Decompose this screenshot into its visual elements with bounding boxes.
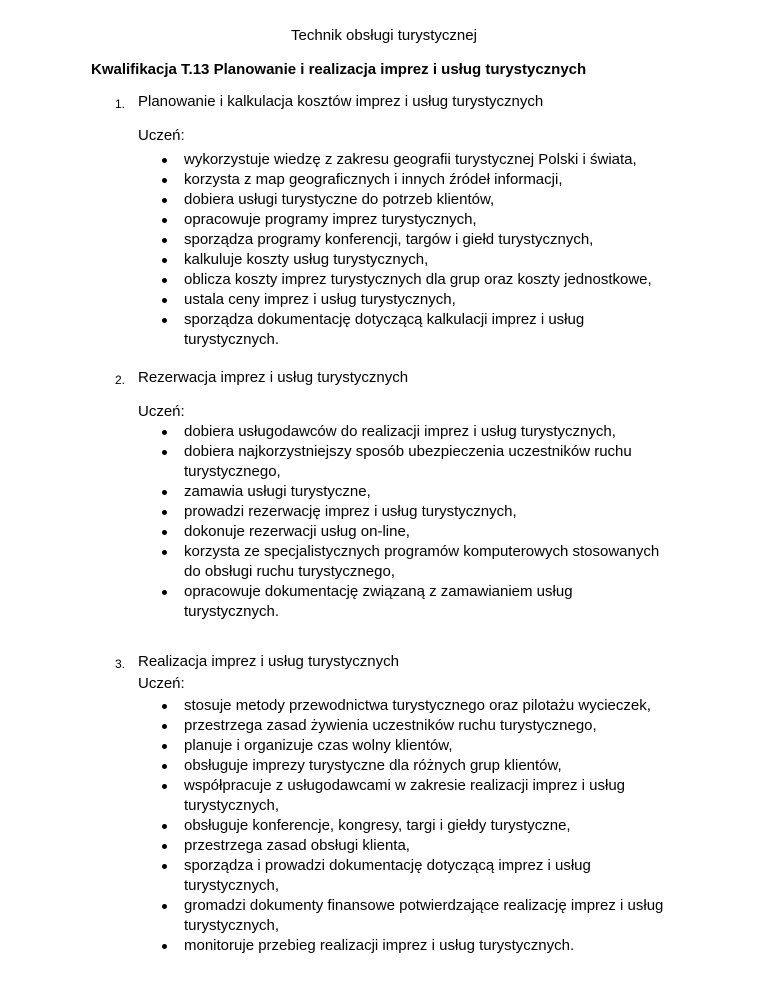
student-label: Uczeń: (138, 403, 185, 420)
list-item-text: oblicza koszty imprez turystycznych dla grup oraz koszty jednostkowe, (184, 271, 652, 288)
qualification-heading: Kwalifikacja T.13 Planowanie i realizacja imprez i usług turystycznych (91, 61, 587, 78)
list-item (0, 502, 664, 522)
competency-list (0, 422, 664, 622)
bullet-icon (162, 450, 167, 455)
bullet-icon (162, 724, 167, 729)
list-item (0, 936, 664, 956)
list-item-text: dokonuje rezerwacji usług on-line, (184, 523, 410, 540)
bullet-icon (162, 198, 167, 203)
competency-list (0, 150, 664, 350)
section-title: Rezerwacja imprez i usług turystycznych (138, 369, 409, 386)
list-item-text: ustala ceny imprez i usług turystycznych, (184, 291, 456, 308)
list-item (0, 190, 664, 210)
list-item (0, 776, 664, 816)
list-item-text: sporządza dokumentację dotyczącą kalkulacji imprez i usług turystycznych. (184, 311, 585, 348)
bullet-icon (162, 744, 167, 749)
student-label: Uczeń: (138, 675, 185, 692)
list-item-text: stosuje metody przewodnictwa turystycznego oraz pilotażu wycieczek, (184, 697, 651, 714)
list-item (0, 696, 664, 716)
list-item (0, 250, 664, 270)
list-item-text: przestrzega zasad obsługi klienta, (184, 837, 410, 854)
bullet-icon (162, 784, 167, 789)
list-item-text: sporządza programy konferencji, targów i giełd turystycznych, (184, 231, 594, 248)
list-item (0, 856, 664, 896)
list-item-text: opracowuje dokumentację związaną z zamawianiem usług turystycznych. (184, 583, 573, 620)
bullet-icon (162, 298, 167, 303)
list-item-text: korzysta z map geograficznych i innych źródeł informacji, (184, 171, 563, 188)
list-item (0, 290, 664, 310)
bullet-icon (162, 530, 167, 535)
competency-list (0, 696, 664, 956)
list-item-text: monitoruje przebieg realizacji imprez i usług turystycznych. (184, 937, 575, 954)
section-title: Planowanie i kalkulacja kosztów imprez i usług turystycznych (138, 93, 544, 110)
list-item (0, 716, 664, 736)
list-item-text: współpracuje z usługodawcami w zakresie realizacji imprez i usług turystycznych, (184, 777, 626, 814)
bullet-icon (162, 178, 167, 183)
list-item-text: wykorzystuje wiedzę z zakresu geografii turystycznej Polski i świata, (184, 151, 637, 168)
list-item-text: sporządza i prowadzi dokumentację dotyczącą imprez i usług turystycznych, (184, 857, 591, 894)
bullet-icon (162, 158, 167, 163)
bullet-icon (162, 590, 167, 595)
bullet-icon (162, 430, 167, 435)
list-item (0, 270, 664, 290)
list-item-text: kalkuluje koszty usług turystycznych, (184, 251, 429, 268)
bullet-icon (162, 704, 167, 709)
bullet-icon (162, 238, 167, 243)
document-title: Technik obsługi turystycznej (291, 27, 477, 44)
bullet-icon (162, 904, 167, 909)
bullet-icon (162, 218, 167, 223)
bullet-icon (162, 824, 167, 829)
bullet-icon (162, 944, 167, 949)
list-item-text: obsługuje imprezy turystyczne dla różnych grup klientów, (184, 757, 562, 774)
list-item-text: opracowuje programy imprez turystycznych, (184, 211, 477, 228)
list-item-text: dobiera usługi turystyczne do potrzeb klientów, (184, 191, 495, 208)
list-item-text: prowadzi rezerwację imprez i usług turystycznych, (184, 503, 517, 520)
bullet-icon (162, 844, 167, 849)
bullet-icon (162, 318, 167, 323)
list-item (0, 230, 664, 250)
bullet-icon (162, 550, 167, 555)
list-item-text: dobiera najkorzystniejszy sposób ubezpieczenia uczestników ruchu turystycznego, (184, 443, 632, 480)
section-number: 2. (115, 373, 126, 387)
list-item-text: zamawia usługi turystyczne, (184, 483, 371, 500)
list-item-text: przestrzega zasad żywienia uczestników ruchu turystycznego, (184, 717, 597, 734)
section-number: 1. (115, 97, 126, 111)
list-item-text: gromadzi dokumenty finansowe potwierdzające realizację imprez i usług turystycznych, (184, 897, 664, 934)
list-item (0, 170, 664, 190)
list-item (0, 442, 664, 482)
list-item-text: planuje i organizuje czas wolny klientów, (184, 737, 453, 754)
list-item (0, 582, 664, 622)
list-item (0, 816, 664, 836)
section-number: 3. (115, 657, 126, 671)
student-label: Uczeń: (138, 127, 185, 144)
list-item (0, 736, 664, 756)
list-item (0, 522, 664, 542)
bullet-icon (162, 258, 167, 263)
bullet-icon (162, 764, 167, 769)
section-title: Realizacja imprez i usług turystycznych (138, 653, 399, 670)
bullet-icon (162, 278, 167, 283)
list-item (0, 896, 664, 936)
list-item (0, 150, 664, 170)
list-item (0, 756, 664, 776)
list-item (0, 836, 664, 856)
list-item (0, 422, 664, 442)
bullet-icon (162, 510, 167, 515)
bullet-icon (162, 490, 167, 495)
list-item (0, 210, 664, 230)
list-item-text: obsługuje konferencje, kongresy, targi i giełdy turystyczne, (184, 817, 571, 834)
list-item (0, 482, 664, 502)
list-item (0, 542, 664, 582)
list-item-text: korzysta ze specjalistycznych programów komputerowych stosowanych do obsługi ruchu turystycznego, (184, 543, 660, 580)
bullet-icon (162, 864, 167, 869)
list-item (0, 310, 664, 350)
list-item-text: dobiera usługodawców do realizacji imprez i usług turystycznych, (184, 423, 616, 440)
